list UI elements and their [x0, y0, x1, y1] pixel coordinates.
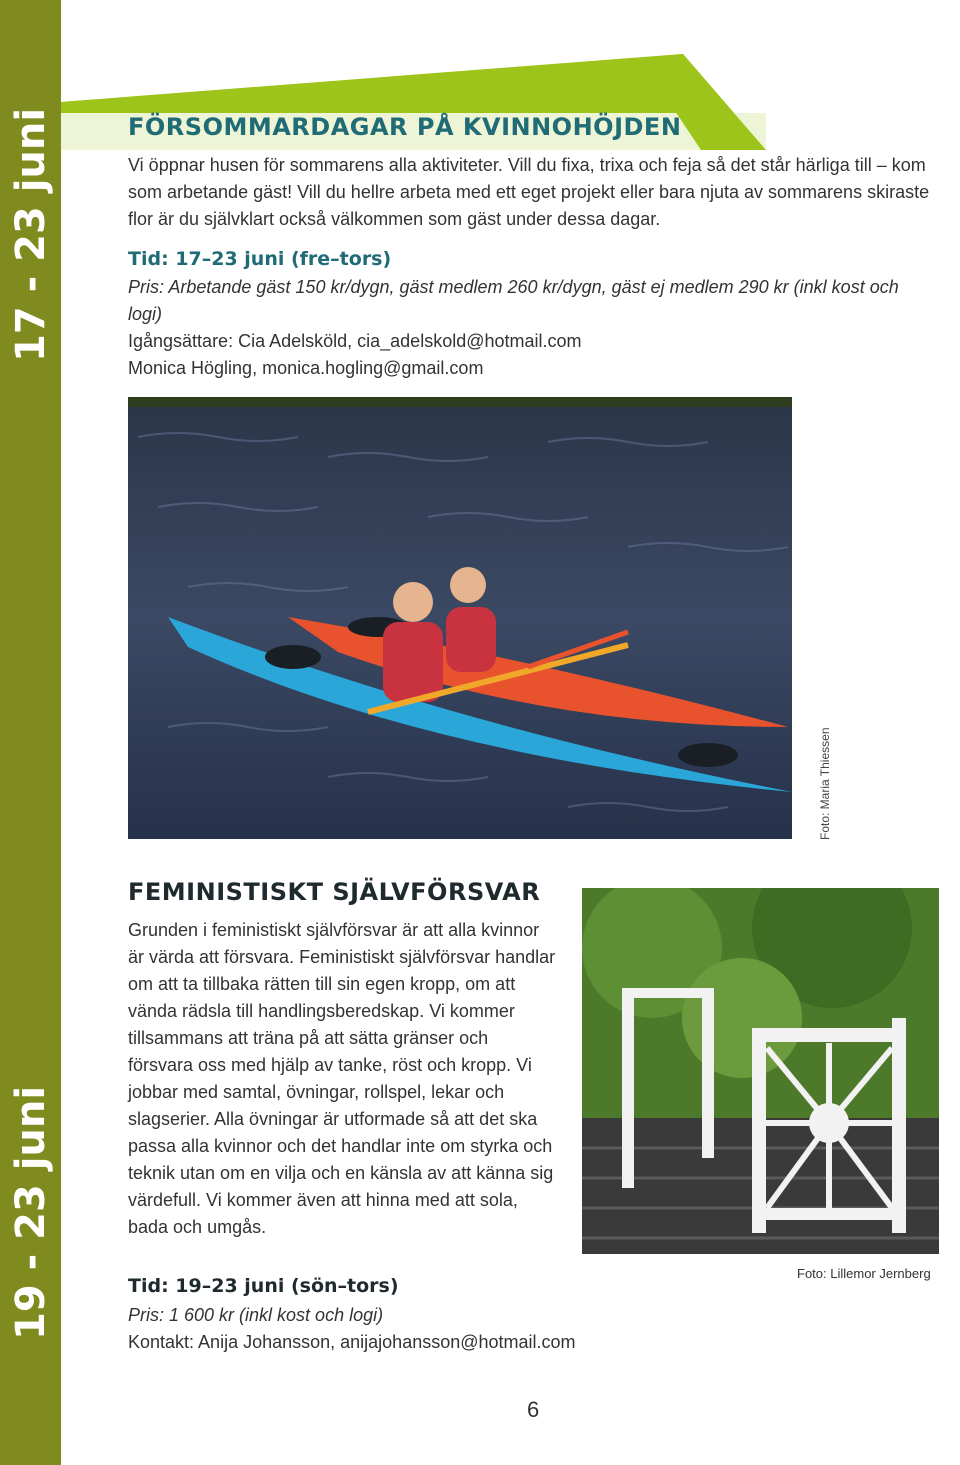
- section1-pris: Pris: Arbetande gäst 150 kr/dygn, gäst medlem 260 kr/dygn, gäst ej medlem 290 kr (inkl kost och logi): [128, 277, 899, 324]
- section2-pris: Pris: 1 600 kr (inkl kost och logi): [128, 1305, 384, 1325]
- railing-photo: [582, 888, 939, 1254]
- section2-body: Grunden i feministiskt självförsvar är att alla kvinnor är värda att försvara. Feministiskt självförsvar handlar om att ta tillbaka rätten till sin egen kropp, om att vända rädsla till handlingsberedskap. Vi kommer tillsammans att träna på att sätta gränser och försvara oss med hjälp av tanke, röst och kropp. Vi jobbar med samtal, övningar, rollspel, lekar och slagserier. Alla övningar är utformade så att det ska passa alla kvinnor och det handlar inte om styrka och teknik utan om en vilja och en känsla av att känna sig värdefull. Vi kommer även att hinna med att sola, bada och umgås.: [128, 920, 556, 1237]
- section1-tid: Tid: 17–23 juni (fre–tors): [128, 248, 392, 270]
- section2-title: FEMINISTISKT SJÄLVFÖRSVAR: [128, 878, 541, 906]
- section1-contact-2: Monica Högling, monica.hogling@gmail.com: [128, 358, 484, 378]
- section1-title: FÖRSOMMARDAGAR PÅ KVINNOHÖJDEN: [128, 113, 682, 141]
- page-number: 6: [527, 1397, 540, 1422]
- photo-credit-1: Foto: Maria Thiessen: [818, 727, 832, 840]
- section1-body: Vi öppnar husen för sommarens alla aktiviteter. Vill du fixa, trixa och feja så det står härliga till – kom som arbetande gäst! Vill du hellre arbeta med ett eget projekt eller bara njuta av sommarens skiraste flor är du självklart också välkommen som gäst under dessa dagar.: [128, 155, 930, 229]
- side-date-bottom: 19 - 23 juni: [8, 1085, 54, 1340]
- section2-kontakt: Kontakt: Anija Johansson, anijajohansson@hotmail.com: [128, 1332, 576, 1352]
- section2-tid: Tid: 19–23 juni (sön–tors): [128, 1275, 399, 1297]
- photo-credit-2: Foto: Lillemor Jernberg: [797, 1266, 931, 1281]
- kayak-photo: [128, 397, 792, 839]
- section1-contact-1: Igångsättare: Cia Adelsköld, cia_adelskold@hotmail.com: [128, 331, 582, 351]
- side-date-top: 17 - 23 juni: [8, 107, 54, 362]
